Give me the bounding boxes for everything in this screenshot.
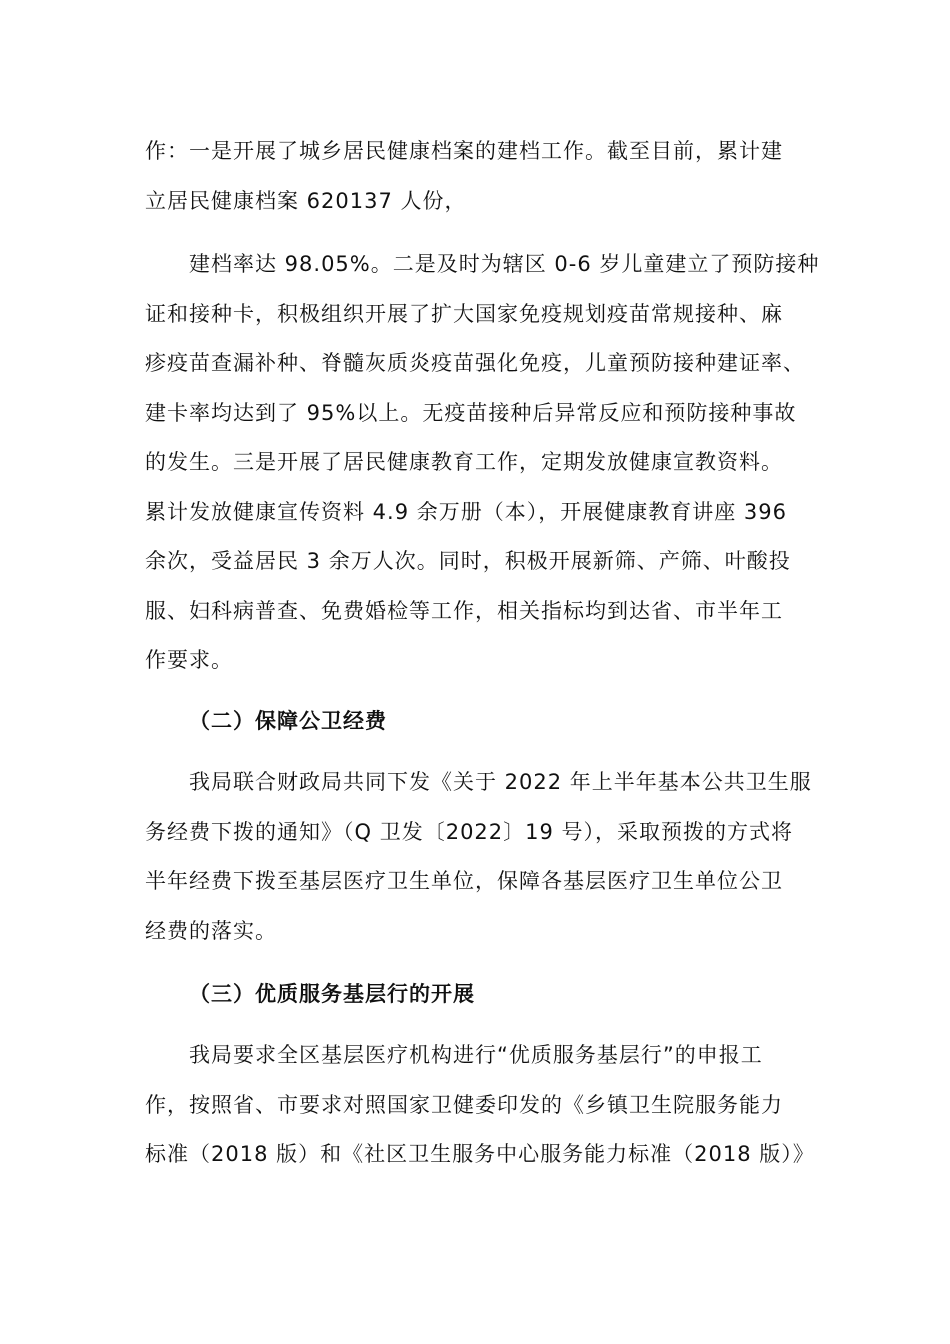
- paragraph-4: [145, 1031, 835, 1180]
- section-heading-3: [145, 970, 835, 1020]
- text-line: 作，按照省、市要求对照国家卫健委印发的《乡镇卫生院服务能力: [145, 1092, 783, 1117]
- text-line: 余次，受益居民 3 余万人次。同时，积极开展新筛、产筛、叶酸投: [145, 549, 791, 573]
- text-line: 作：一是开展了城乡居民健康档案的建档工作。截至目前，累计建: [145, 139, 783, 163]
- text-line: 服、妇科病普查、免费婚检等工作，相关指标均到达省、市半年工: [145, 598, 783, 623]
- text-line: 半年经费下拨至基层医疗卫生单位，保障各基层医疗卫生单位公卫: [145, 869, 783, 893]
- text-line: 我局联合财政局共同下发《关于 2022 年上半年基本公共卫生服: [189, 770, 812, 794]
- heading-text: （二）保障公卫经费: [189, 709, 387, 733]
- text-line: 累计发放健康宣传资料 4.9 余万册（本），开展健康教育讲座 396: [145, 499, 788, 524]
- text-line: 经费的落实。: [145, 918, 277, 943]
- text-line: 证和接种卡，积极组织开展了扩大国家免疫规划疫苗常规接种、麻: [145, 301, 783, 326]
- text-line: 我局要求全区基层医疗机构进行“优质服务基层行”的申报工: [189, 1043, 763, 1067]
- text-line: 标准（2018 版）和《社区卫生服务中心服务能力标准（2018 版）》: [145, 1142, 815, 1166]
- text-line: 务经费下拨的通知》（Q 卫发〔2022〕19 号），采取预拨的方式将: [145, 819, 794, 844]
- heading-text: （三）优质服务基层行的开展: [189, 982, 475, 1006]
- text-line: 的发生。三是开展了居民健康教育工作，定期发放健康宣教资料。: [145, 450, 783, 474]
- paragraph-2: [145, 240, 835, 686]
- text-line: 建档率达 98.05%。二是及时为辖区 0-6 岁儿童建立了预防接种: [189, 252, 820, 276]
- text-line: 建卡率均达到了 95%以上。无疫苗接种后异常反应和预防接种事故: [145, 400, 797, 425]
- section-heading-2: [145, 697, 835, 747]
- text-line: 疹疫苗查漏补种、脊髓灰质炎疫苗强化免疫，儿童预防接种建证率、: [145, 351, 805, 375]
- paragraph-1: [145, 127, 835, 226]
- text-line: 立居民健康档案 620137 人份，: [145, 188, 467, 213]
- paragraph-3: [145, 758, 835, 956]
- text-line: 作要求。: [145, 648, 233, 672]
